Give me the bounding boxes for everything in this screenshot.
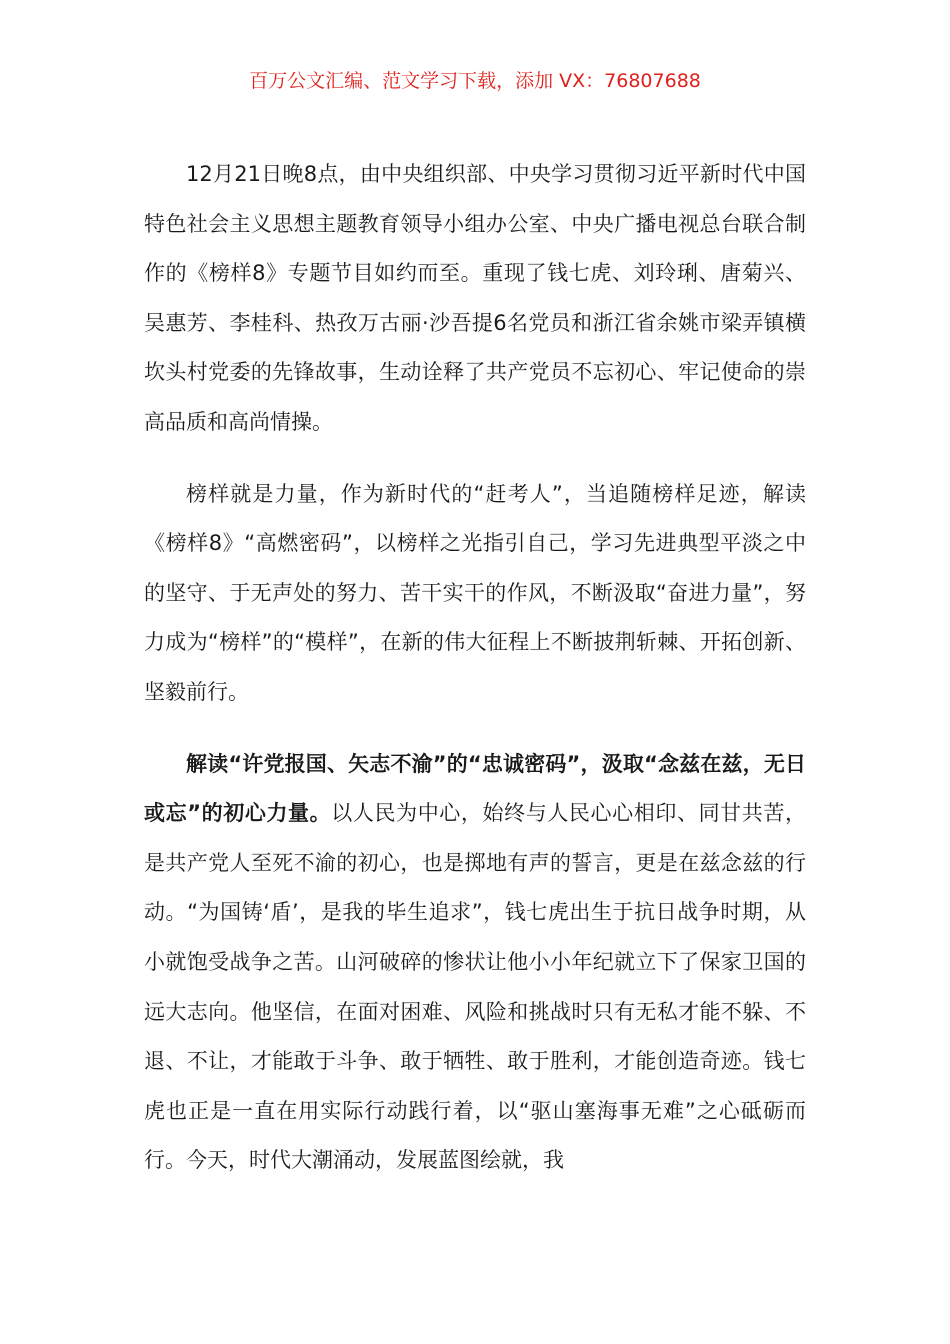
paragraph-loyalty-code bbox=[144, 740, 806, 1186]
paragraph-role-model: 榜样就是力量，作为新时代的“赶考人”，当追随榜样足迹，解读《榜样8》“高燃密码”，以榜样之光指引自己，学习先进典型平淡之中的坚守、于无声处的努力、苦干实干的作风，不断汲取“奋进力量”，努力成为“榜样”的“模样”，在新的伟大征程上不断披荆斩棘、开拓创新、坚毅前行。 bbox=[144, 481, 806, 704]
paragraph-intro: 12月21日晚8点，由中央组织部、中央学习贯彻习近平新时代中国特色社会主义思想主题教育领导小组办公室、中央广播电视总台联合制作的《榜样8》专题节目如约而至。重现了钱七虎、刘玲琍、唐菊兴、吴惠芳、李桂科、热孜万古丽·沙吾提6名党员和浙江省余姚市梁弄镇横坎头村党委的先锋故事，生动诠释了共产党员不忘初心、牢记使命的崇高品质和高尚情操。 bbox=[144, 162, 806, 434]
paragraph-heading-bold: 解读“许党报国、矢志不渝”的“忠诚密码”，汲取“念兹在兹，无日或忘”的初心力量。 bbox=[144, 751, 806, 826]
document-body bbox=[144, 150, 806, 1186]
header-watermark-text: 百万公文汇编、范文学习下载，添加 VX：76807688 bbox=[249, 70, 701, 92]
paragraph-body-text: 以人民为中心，始终与人民心心相印、同甘共苦，是共产党人至死不渝的初心，也是掷地有声的誓言，更是在兹念兹的行动。“为国铸‘盾’，是我的毕生追求”，钱七虎出生于抗日战争时期，从小就饱受战争之苦。山河破碎的惨状让他小小年纪就立下了保家卫国的远大志向。他坚信，在面对困难、风险和挑战时只有无私才能不躲、不退、不让，才能敢于斗争、敢于牺牲、敢于胜利，才能创造奇迹。钱七虎也正是一直在用实际行动践行着，以“驱山塞海事无难”之心砥砺而行。今天，时代大潮涌动，发展蓝图绘就，我 bbox=[144, 801, 806, 1173]
